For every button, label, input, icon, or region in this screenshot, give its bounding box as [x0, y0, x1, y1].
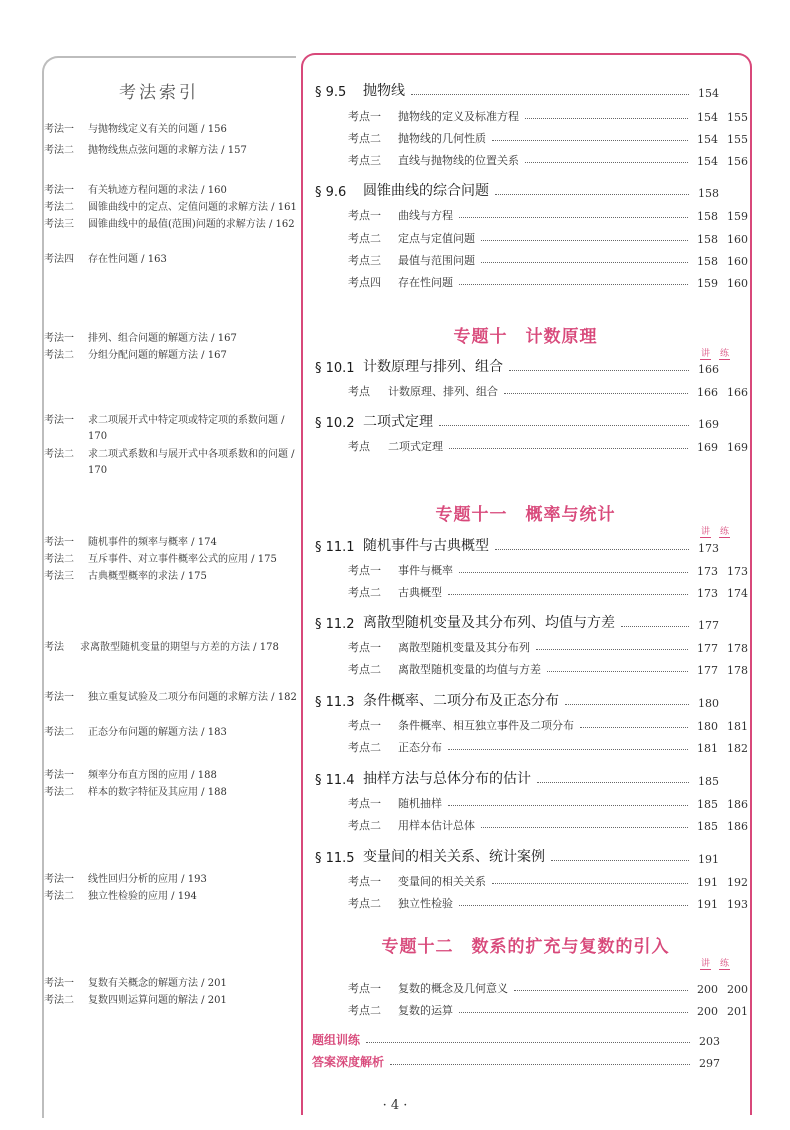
section-11-5[interactable]: § 11.5 变量间的相关关系、统计案例 191: [315, 849, 719, 866]
point-row[interactable]: 考点二 独立性检验 191 193: [348, 897, 748, 911]
method-item: 考法一 频率分布直方图的应用 / 188: [44, 770, 217, 781]
method-item: 考法 求离散型随机变量的期望与方差的方法 / 178: [44, 642, 279, 653]
point-row[interactable]: 考点二 正态分布 181 182: [348, 741, 748, 755]
section-10-2[interactable]: § 10.2 二项式定理 169: [315, 414, 719, 431]
point-row[interactable]: 考点二 离散型随机变量的均值与方差 177 178: [348, 663, 748, 677]
point-row[interactable]: 考点 计数原理、排列、组合 166 166: [348, 385, 748, 399]
point-row[interactable]: 考点二 用样本估计总体 185 186: [348, 819, 748, 833]
method-item: 考法一 排列、组合问题的解题方法 / 167: [44, 333, 237, 344]
jiang-lian-label: 讲 练: [700, 346, 730, 360]
section-11-3[interactable]: § 11.3 条件概率、二项分布及正态分布 180: [315, 693, 719, 710]
point-row[interactable]: 考点三 最值与范围问题 158 160: [348, 254, 748, 268]
point-row[interactable]: 考点一 抛物线的定义及标准方程 154 155: [348, 110, 748, 124]
point-row[interactable]: 考点二 复数的运算 200 201: [348, 1004, 748, 1018]
point-row[interactable]: 考点一 事件与概率 173 173: [348, 564, 748, 578]
answers-entry[interactable]: 答案深度解析 297: [312, 1055, 720, 1070]
point-row[interactable]: 考点二 定点与定值问题 158 160: [348, 232, 748, 246]
jiang-lian-label: 讲 练: [700, 524, 730, 538]
point-row[interactable]: 考点 二项式定理 169 169: [348, 440, 748, 454]
method-item: 考法二 分组分配问题的解题方法 / 167: [44, 350, 227, 361]
point-row[interactable]: 考点二 抛物线的几何性质 154 155: [348, 132, 748, 146]
method-item: 考法一 独立重复试验及二项分布问题的求解方法 / 182: [44, 692, 297, 703]
method-item: 考法二 正态分布问题的解题方法 / 183: [44, 727, 227, 738]
point-row[interactable]: 考点一 离散型随机变量及其分布列 177 178: [348, 641, 748, 655]
method-item: 考法一 有关轨迹方程问题的求法 / 160: [44, 185, 227, 196]
method-index-title: 考法索引: [119, 83, 199, 103]
method-item: 考法一 线性回归分析的应用 / 193: [44, 874, 207, 885]
point-row[interactable]: 考点一 条件概率、相互独立事件及二项分布 180 181: [348, 719, 748, 733]
topic-10-heading[interactable]: 专题十 计数原理: [453, 327, 598, 347]
point-row[interactable]: 考点三 直线与抛物线的位置关系 154 156: [348, 154, 748, 168]
method-item: 考法一 随机事件的频率与概率 / 174: [44, 537, 217, 548]
topic-11-heading[interactable]: 专题十一 概率与统计: [435, 505, 616, 525]
section-11-1[interactable]: § 11.1 随机事件与古典概型 173: [315, 538, 719, 555]
method-item: 考法一 复数有关概念的解题方法 / 201: [44, 978, 227, 989]
method-item: 考法二 求二项式系数和与展开式中各项系数和的问题 / 170: [44, 449, 295, 476]
point-row[interactable]: 考点一 随机抽样 185 186: [348, 797, 748, 811]
method-item: 考法二 圆锥曲线中的定点、定值问题的求解方法 / 161: [44, 202, 297, 213]
topic-12-heading[interactable]: 专题十二 数系的扩充与复数的引入: [381, 937, 670, 957]
method-item: 考法二 互斥事件、对立事件概率公式的应用 / 175: [44, 554, 277, 565]
page-number: · 4 ·: [382, 1098, 408, 1113]
method-item: 考法一 求二项展开式中特定项或特定项的系数问题 / 170: [44, 415, 285, 442]
method-item: 考法二 抛物线焦点弦问题的求解方法 / 157: [44, 145, 247, 156]
method-item: 考法二 样本的数字特征及其应用 / 188: [44, 787, 227, 798]
method-item: 考法三 圆锥曲线中的最值(范围)问题的求解方法 / 162: [44, 219, 295, 230]
point-row[interactable]: 考点四 存在性问题 159 160: [348, 276, 748, 290]
point-row[interactable]: 考点一 变量间的相关关系 191 192: [348, 875, 748, 889]
section-11-2[interactable]: § 11.2 离散型随机变量及其分布列、均值与方差 177: [315, 615, 719, 632]
point-row[interactable]: 考点一 曲线与方程 158 159: [348, 209, 748, 223]
method-item: 考法四 存在性问题 / 163: [44, 254, 167, 265]
point-row[interactable]: 考点二 古典概型 173 174: [348, 586, 748, 600]
jiang-lian-label: 讲 练: [700, 956, 730, 970]
section-10-1[interactable]: § 10.1 计数原理与排列、组合 166: [315, 359, 719, 376]
point-row[interactable]: 考点一 复数的概念及几何意义 200 200: [348, 982, 748, 996]
method-item: 考法二 复数四则运算问题的解法 / 201: [44, 995, 227, 1006]
section-9-6[interactable]: § 9.6 圆锥曲线的综合问题 158: [315, 183, 719, 200]
group-training-entry[interactable]: 题组训练 203: [312, 1033, 720, 1048]
section-9-5[interactable]: § 9.5 抛物线 154: [315, 83, 719, 100]
method-item: 考法一 与抛物线定义有关的问题 / 156: [44, 124, 227, 135]
method-item: 考法二 独立性检验的应用 / 194: [44, 891, 197, 902]
section-11-4[interactable]: § 11.4 抽样方法与总体分布的估计 185: [315, 771, 719, 788]
method-item: 考法三 古典概型概率的求法 / 175: [44, 571, 207, 582]
